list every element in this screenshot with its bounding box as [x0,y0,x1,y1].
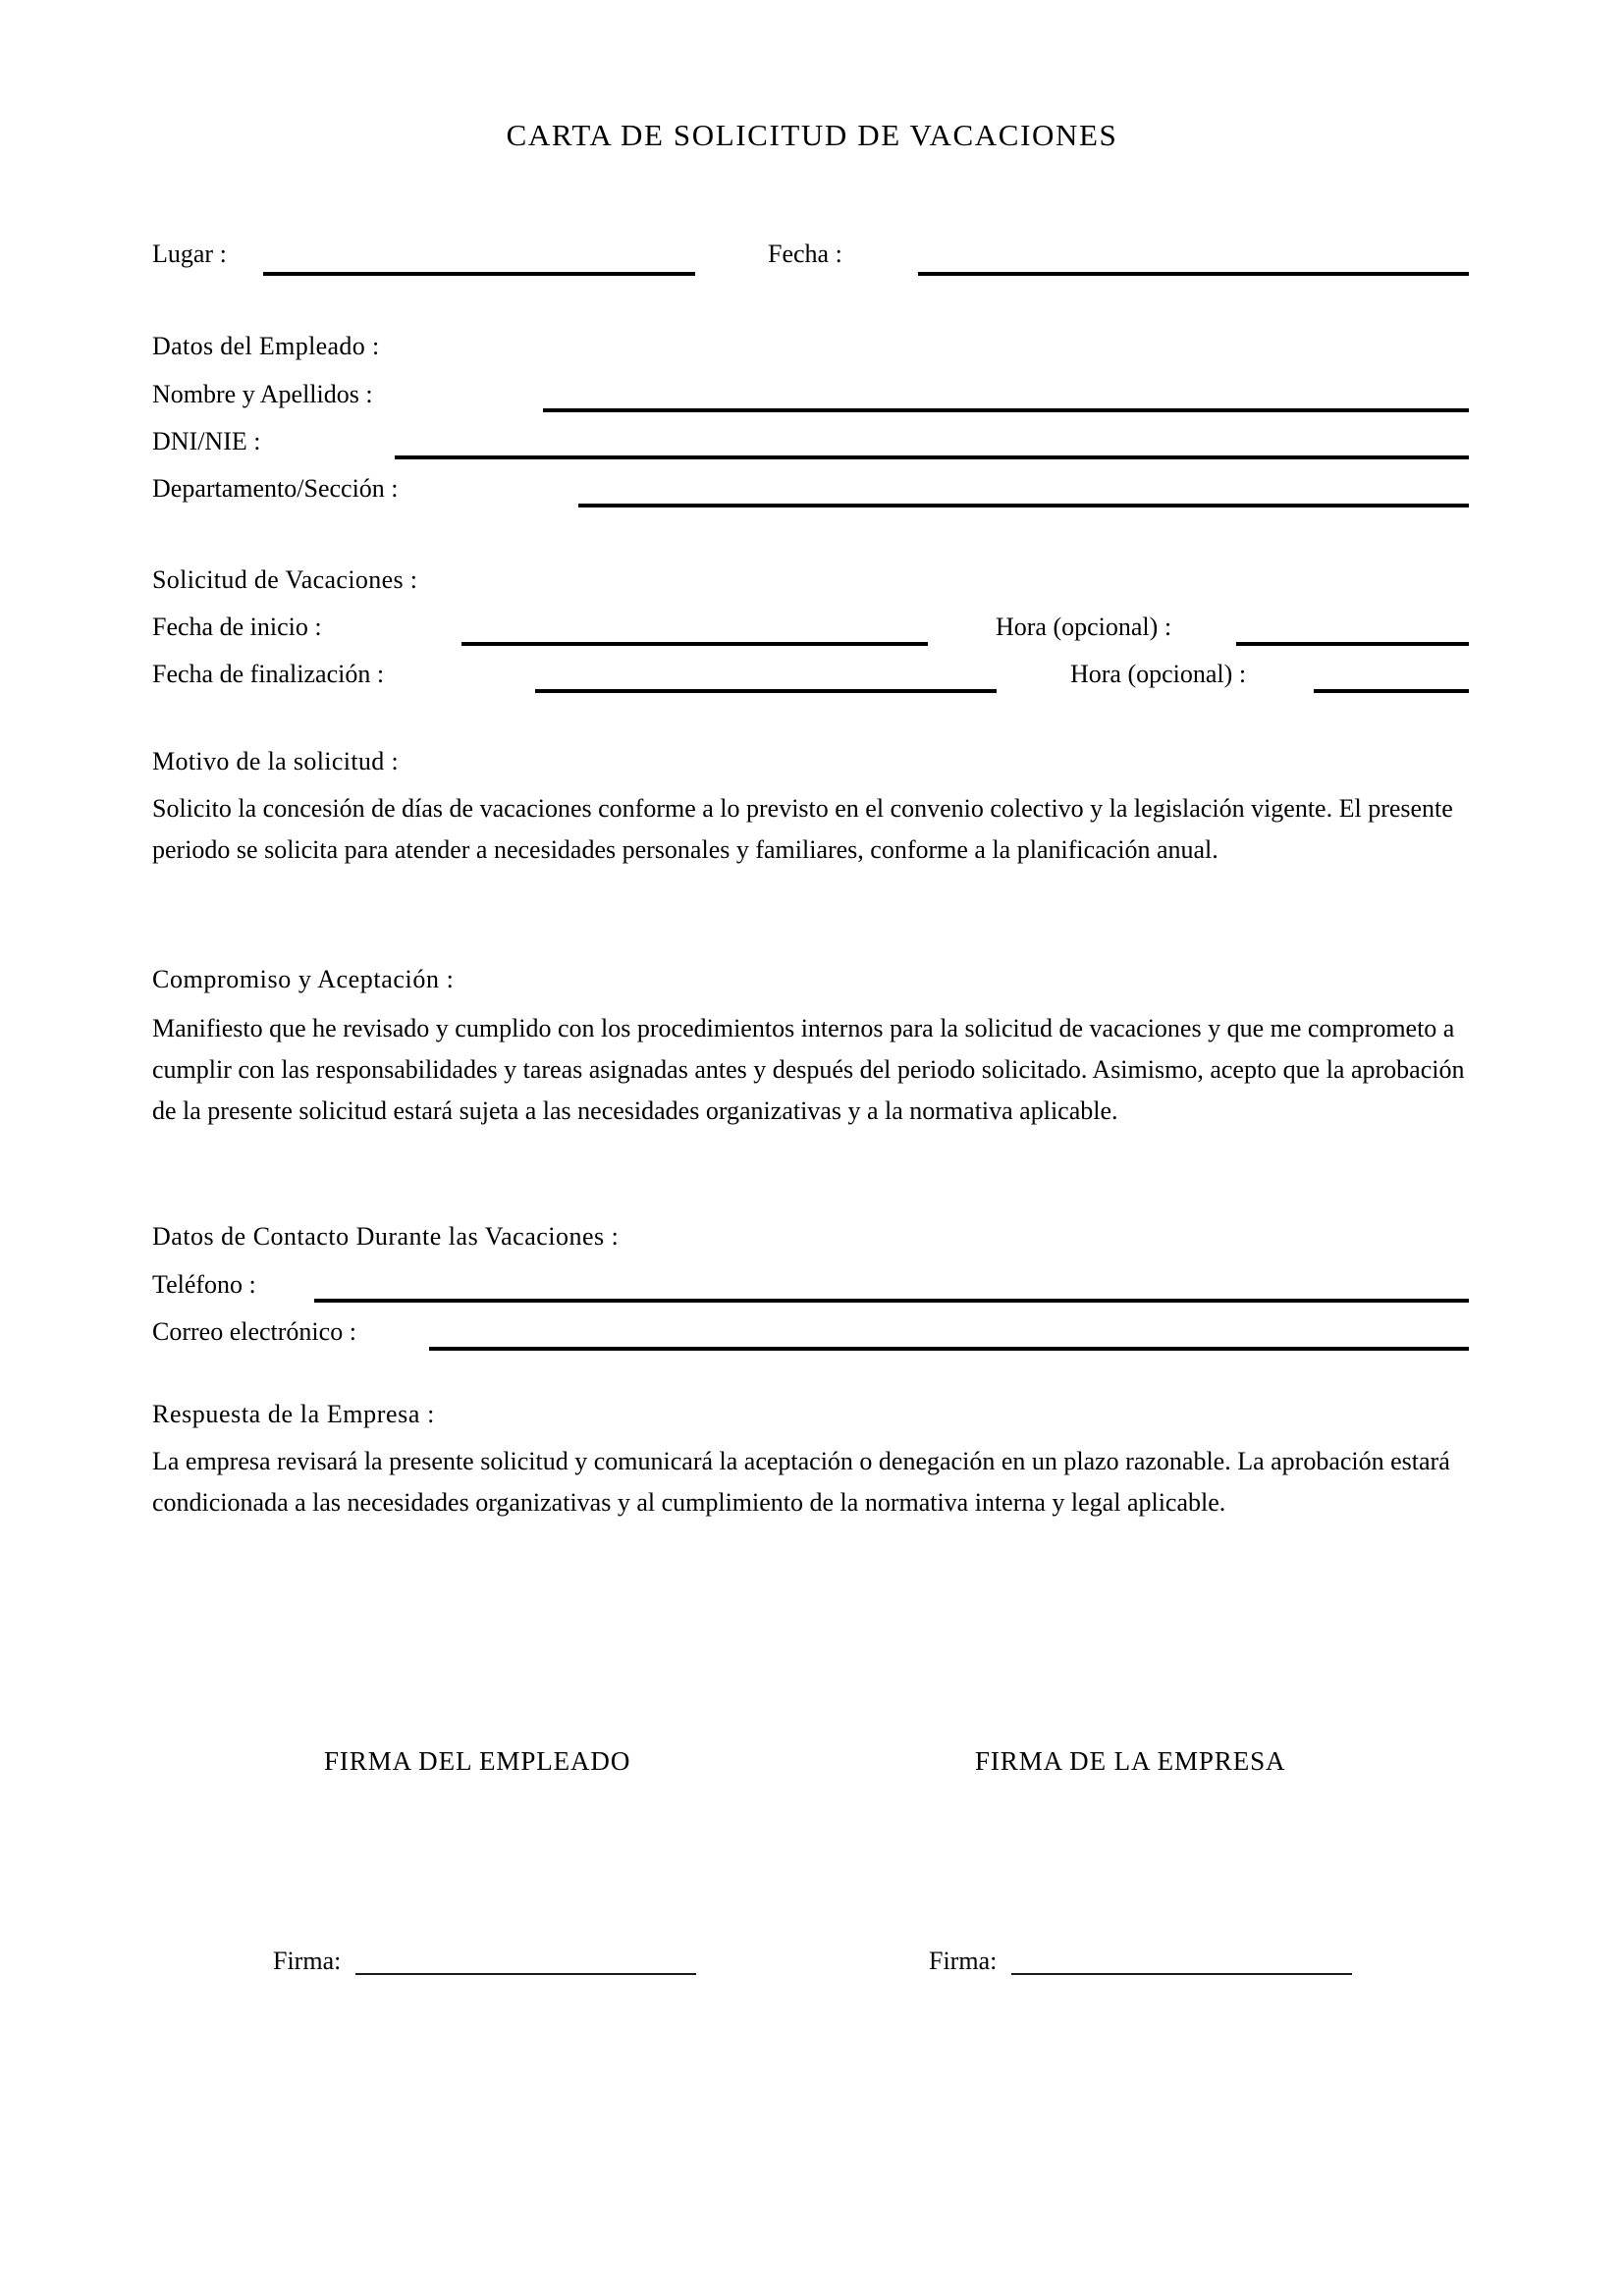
respuesta-section-body: La empresa revisará la presente solicitud y comunicará la aceptación o denegación en un plazo razonable. La aprobación estará condicionada a las necesidades organizativas y al cumplimiento de la normativa interna y legal aplicable. [152,1447,1450,1517]
fecha-fin-input-line[interactable] [535,689,997,693]
correo-label: Correo electrónico : [152,1317,356,1346]
correo-input-line[interactable] [429,1347,1469,1351]
employee-firma-label: Firma: [273,1947,342,1975]
departamento-input-line[interactable] [578,504,1469,507]
contacto-section-heading: Datos de Contacto Durante las Vacaciones : [152,1222,620,1251]
respuesta-section-heading: Respuesta de la Empresa : [152,1400,435,1428]
telefono-label: Teléfono : [152,1270,256,1299]
hora-fin-label: Hora (opcional) : [1070,660,1247,688]
fecha-label: Fecha : [768,240,842,268]
hora-inicio-label: Hora (opcional) : [996,613,1172,641]
compromiso-section-heading: Compromiso y Aceptación : [152,965,455,993]
employee-section-heading: Datos del Empleado : [152,332,380,360]
fecha-input-line[interactable] [918,272,1469,276]
fecha-fin-label: Fecha de finalización : [152,660,385,688]
request-section-heading: Solicitud de Vacaciones : [152,565,418,594]
lugar-label: Lugar : [152,240,227,268]
lugar-input-line[interactable] [263,272,695,276]
departamento-label: Departamento/Sección : [152,474,399,503]
company-signature-heading: FIRMA DE LA EMPRESA [975,1746,1286,1776]
employee-firma-line[interactable] [355,1973,696,1975]
compromiso-section-body: Manifiesto que he revisado y cumplido con los procedimientos internos para la solicitud de vacaciones y que me comprometo a cumplir con las responsabilidades y tareas asignadas antes y después del periodo solicitado. Asimismo, acepto que la aprobación de la presente solicitud estará sujeta a las necesidades organizativas y a la normativa aplicable. [152,1014,1465,1125]
motivo-section-heading: Motivo de la solicitud : [152,747,400,775]
fecha-inicio-input-line[interactable] [461,642,928,646]
company-firma-label: Firma: [929,1947,998,1975]
company-firma-line[interactable] [1011,1973,1352,1975]
nombre-input-line[interactable] [543,408,1469,412]
dni-label: DNI/NIE : [152,427,261,455]
hora-inicio-input-line[interactable] [1236,642,1469,646]
fecha-inicio-label: Fecha de inicio : [152,613,322,641]
employee-signature-heading: FIRMA DEL EMPLEADO [324,1746,631,1776]
hora-fin-input-line[interactable] [1314,689,1469,693]
dni-input-line[interactable] [395,455,1469,459]
nombre-label: Nombre y Apellidos : [152,380,373,408]
page-title: CARTA DE SOLICITUD DE VACACIONES [506,118,1118,152]
motivo-section-body: Solicito la concesión de días de vacaciones conforme a lo previsto en el convenio colectivo y la legislación vigente. El presente periodo se solicita para atender a necesidades personales y familiares, conforme a la planificación anual. [152,794,1453,864]
telefono-input-line[interactable] [314,1299,1469,1303]
